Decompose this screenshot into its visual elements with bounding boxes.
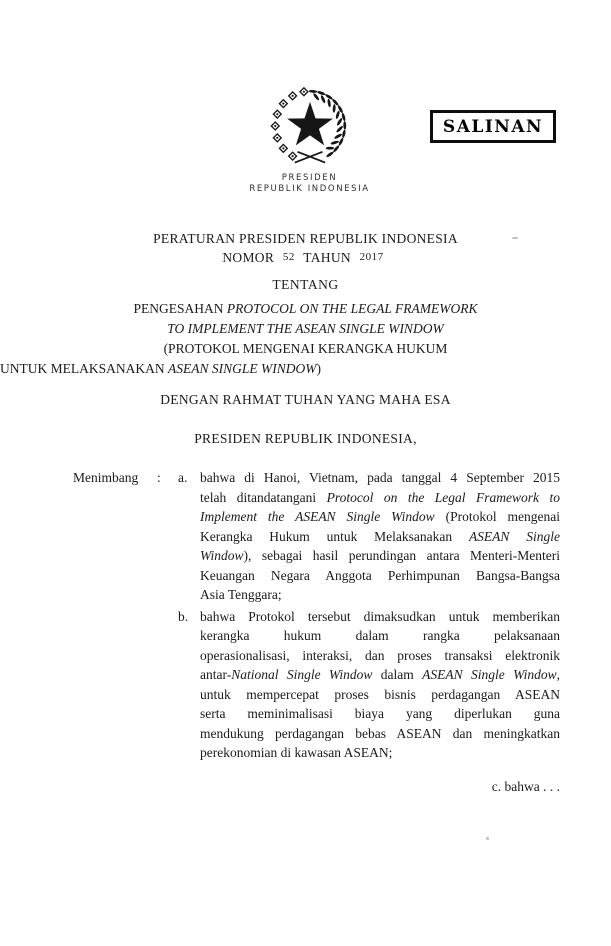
presidential-seal-icon <box>265 85 355 167</box>
scan-artifact <box>486 837 489 840</box>
text-line: serta meminimalisasi biaya yang diperlukan guna <box>200 706 560 721</box>
text-line: Implement the ASEAN Single Window (Protokol mengenai <box>200 509 560 524</box>
institution-name <box>8 173 611 195</box>
text-line: mendukung perdagangan bebas ASEAN dan meningkatkan <box>200 725 560 741</box>
letterhead <box>0 0 611 195</box>
text-line: operasionalisasi, interaksi, dan proses transaksi elektronik <box>200 647 560 663</box>
item-a-label: a. <box>178 470 188 485</box>
salinan-label: SALINAN <box>442 116 544 137</box>
authority-line: PRESIDEN REPUBLIK INDONESIA, <box>194 431 417 446</box>
invocation-line: DENGAN RAHMAT TUHAN YANG MAHA ESA <box>160 392 451 407</box>
catchword: c. bahwa . . . <box>491 778 560 794</box>
text-line: (PROTOKOL MENGENAI KERANGKA HUKUM <box>163 341 448 356</box>
institution-line2: REPUBLIK INDONESIA <box>249 184 370 194</box>
text-line: antar-National Single Window dalam ASEAN Single Window, <box>200 667 560 682</box>
text-line: bahwa di Hanoi, Vietnam, pada tanggal 4 September 2015 <box>200 470 560 485</box>
nomor-label: NOMOR <box>222 250 275 265</box>
text-line: TO IMPLEMENT THE ASEAN SINGLE WINDOW <box>167 321 444 336</box>
item-a-text <box>200 468 560 605</box>
regulation-title: PERATURAN PRESIDEN REPUBLIK INDONESIA <box>153 231 458 246</box>
text-line: PENGESAHAN PROTOCOL ON THE LEGAL FRAMEWORK <box>133 301 478 316</box>
salinan-stamp <box>430 110 556 143</box>
scan-artifact <box>512 237 518 239</box>
text-line: kerangka hukum dalam rangka pelaksanaan <box>200 628 560 643</box>
institution-line1: PRESIDEN <box>281 173 338 183</box>
text-line: bahwa Protokol tersebut dimaksudkan untuk memberikan <box>200 608 560 624</box>
text-line: untuk mempercepat proses bisnis perdagangan ASEAN <box>200 686 560 702</box>
menimbang-colon: : <box>157 470 161 485</box>
nomor-value: 52 <box>282 251 295 263</box>
item-b-text <box>200 607 560 763</box>
considerations-section <box>73 468 560 763</box>
item-b-label: b. <box>178 608 189 624</box>
consideration-item-a <box>178 468 560 605</box>
considerations-items <box>178 468 560 763</box>
tahun-label: TAHUN <box>303 250 351 265</box>
tahun-value: 2017 <box>359 251 384 263</box>
consideration-item-b <box>178 607 560 763</box>
text-line: UNTUK MELAKSANAKAN ASEAN SINGLE WINDOW) <box>0 361 321 376</box>
regulation-subject <box>0 299 611 379</box>
text-line: Asia Tenggara; <box>200 587 282 602</box>
text-line: Window), sebagai hasil perundingan antara Menteri-Menteri <box>200 548 560 563</box>
text-line: telah ditandatangani Protocol on the Legal Framework to <box>200 489 560 505</box>
text-line: Keuangan Negara Anggota Perhimpunan Bangsa-Bangsa <box>200 567 560 583</box>
tentang-label: TENTANG <box>272 277 339 292</box>
regulation-number-line <box>0 248 611 269</box>
text-line: perekonomian di kawasan ASEAN; <box>200 745 393 760</box>
text-line: Kerangka Hukum untuk Melaksanakan ASEAN Single <box>200 528 560 544</box>
menimbang-label: Menimbang <box>73 470 139 485</box>
